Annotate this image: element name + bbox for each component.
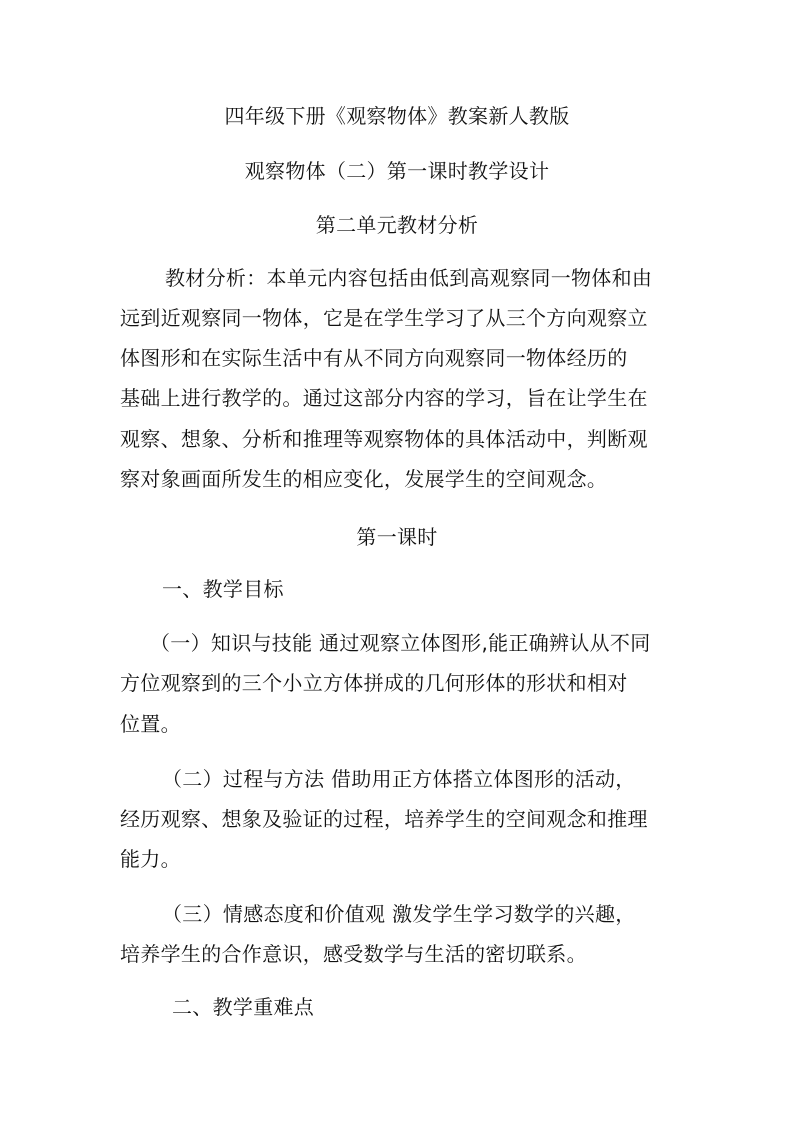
document-title: 四年级下册《观察物体》教案新人教版	[224, 104, 570, 128]
analysis-line: 观察、想象、分析和推理等观察物体的具体活动中，判断观	[120, 427, 648, 451]
analysis-line: 教材分析：本单元内容包括由低到高观察同一物体和由	[165, 266, 653, 290]
goal-line: （二）过程与方法 借助用正方体搭立体图形的活动，	[162, 767, 636, 791]
analysis-line: 基础上进行教学的。通过这部分内容的学习，旨在让学生在	[120, 386, 648, 410]
document-subtitle: 观察物体（二）第一课时教学设计	[244, 159, 550, 183]
goal-line: 经历观察、想象及验证的过程，培养学生的空间观念和推理	[120, 807, 648, 831]
goals-heading: 一、教学目标	[162, 577, 284, 601]
goal-line: （三）情感态度和价值观 激发学生学习数学的兴趣，	[162, 902, 636, 926]
key-points-heading: 二、教学重难点	[172, 995, 315, 1019]
analysis-line: 体图形和在实际生活中有从不同方向观察同一物体经历的	[120, 346, 628, 370]
goal-line: 培养学生的合作意识，感受数学与生活的密切联系。	[120, 942, 587, 966]
goal-line: 位置。	[120, 712, 181, 736]
analysis-line: 察对象画面所发生的相应变化，发展学生的空间观念。	[120, 467, 608, 491]
goal-line: （一）知识与技能 通过观察立体图形,能正确辨认从不同	[150, 631, 651, 655]
analysis-line: 远到近观察同一物体，它是在学生学习了从三个方向观察立	[120, 306, 648, 330]
goal-line: 方位观察到的三个小立方体拼成的几何形体的形状和相对	[120, 671, 628, 695]
goal-line: 能力。	[120, 847, 181, 871]
section-title: 第二单元教材分析	[315, 213, 479, 237]
lesson-heading: 第一课时	[356, 525, 438, 549]
